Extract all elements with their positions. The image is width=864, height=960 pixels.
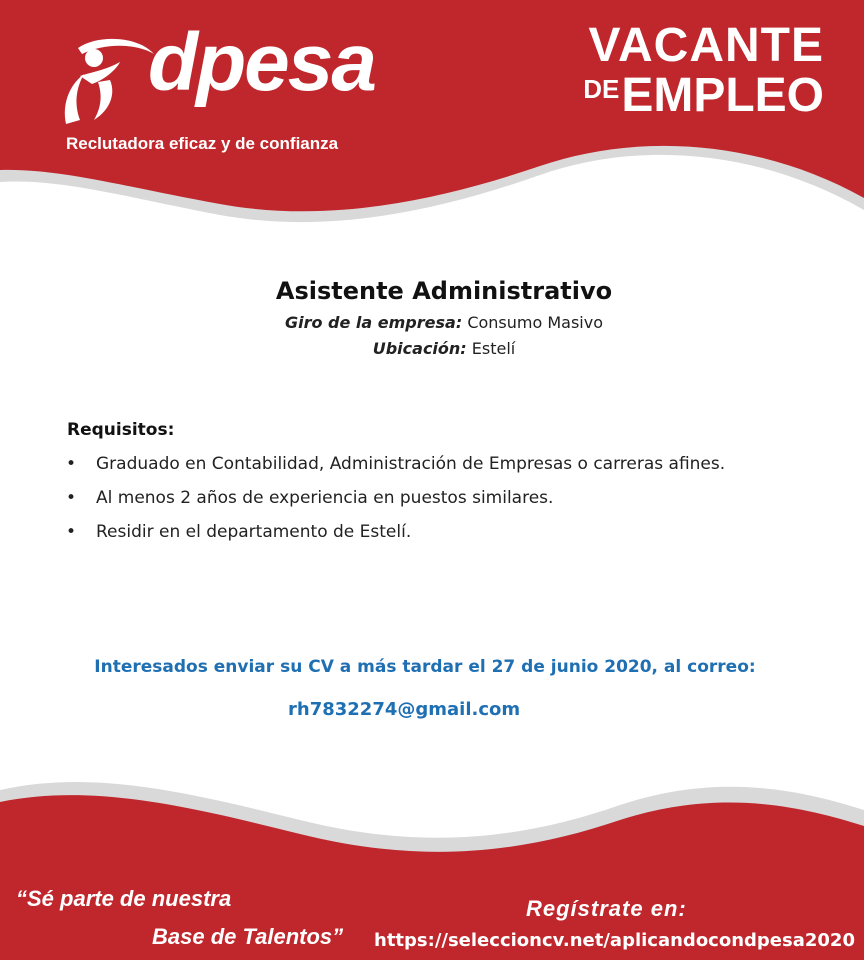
tagline: Reclutadora eficaz y de confianza — [66, 134, 339, 153]
list-item — [60, 522, 725, 556]
industry-label: Giro de la empresa: — [284, 313, 463, 332]
de-word: DE — [583, 74, 620, 104]
logo-wordmark: dpesa — [148, 17, 375, 108]
application-instructions: Interesados enviar su CV a más tardar el 27 de junio 2020, al correo: — [94, 657, 756, 677]
industry-value: Consumo Masivo — [467, 313, 603, 332]
slogan-line-1: “Sé parte de nuestra — [16, 886, 232, 911]
vacancy-banner-title — [583, 19, 824, 122]
requirement-text: Residir en el departamento de Estelí. — [96, 522, 412, 542]
person-logo-icon — [58, 36, 158, 126]
requirements-list — [60, 454, 725, 556]
industry-row — [0, 313, 864, 332]
requirements-heading: Requisitos: — [67, 420, 175, 440]
requirement-text: Al menos 2 años de experiencia en puestos similares. — [96, 488, 554, 508]
vacancy-word: VACANTE — [588, 19, 824, 72]
requirement-text: Graduado en Contabilidad, Administración de Empresas o carreras afines. — [96, 454, 726, 474]
bullet-icon: • — [66, 454, 77, 474]
slogan-line-2: Base de Talentos” — [152, 924, 344, 949]
bullet-icon: • — [66, 488, 77, 508]
list-item — [60, 454, 725, 488]
bullet-icon: • — [66, 522, 77, 542]
email-link[interactable]: rh7832274@gmail.com — [288, 699, 521, 720]
location-label: Ubicación: — [372, 339, 467, 358]
register-label: Regístrate en: — [526, 896, 687, 921]
job-title: Asistente Administrativo — [275, 277, 613, 305]
location-value: Estelí — [471, 339, 516, 358]
employment-line — [583, 69, 824, 122]
registration-url-link[interactable]: https://seleccioncv.net/aplicandocondpesa2020 — [374, 930, 855, 951]
employment-word: EMPLEO — [621, 69, 824, 122]
location-row — [0, 339, 864, 358]
list-item — [60, 488, 725, 522]
